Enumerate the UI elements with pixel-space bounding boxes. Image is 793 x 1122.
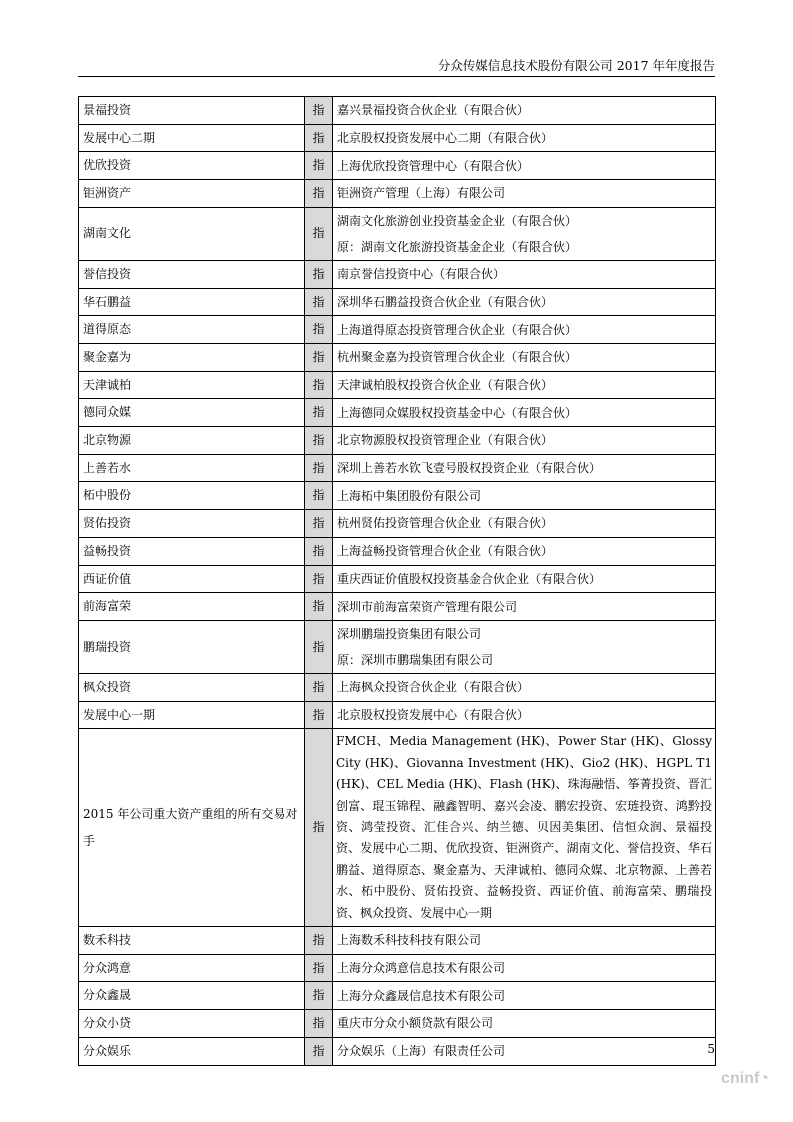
term-cell: 聚金嘉为 <box>79 343 305 371</box>
definition-line: 上海道得原态投资管理合伙企业（有限合伙） <box>337 322 578 337</box>
separator-cell: 指 <box>305 260 333 288</box>
definition-line: 上海分众鑫晟信息技术有限公司 <box>337 988 506 1003</box>
table-row <box>79 152 716 180</box>
definition-line: 上海优欣投资管理中心（有限合伙） <box>337 158 530 173</box>
definition-line: 上海德同众媒股权投资基金中心（有限合伙） <box>337 405 578 420</box>
definition-cell <box>333 316 716 344</box>
separator-cell: 指 <box>305 927 333 955</box>
definition-cell <box>333 399 716 427</box>
table-row <box>79 180 716 208</box>
table-row <box>79 593 716 621</box>
definition-cell <box>333 927 716 955</box>
definition-line: 深圳鹏瑞投资集团有限公司 <box>337 626 482 641</box>
definition-cell <box>333 97 716 125</box>
separator-cell: 指 <box>305 537 333 565</box>
definition-line: 深圳上善若水钦飞壹号股权投资企业（有限合伙） <box>337 461 602 476</box>
separator-cell: 指 <box>305 97 333 125</box>
definition-line: 深圳市前海富荣资产管理有限公司 <box>337 599 518 614</box>
definitions-table <box>78 96 716 1066</box>
definition-line: 嘉兴景福投资合伙企业（有限合伙） <box>337 103 530 118</box>
definition-cell <box>333 371 716 399</box>
header-divider <box>78 76 715 77</box>
definition-cell <box>333 673 716 701</box>
definition-line: 杭州聚金嘉为投资管理合伙企业（有限合伙） <box>337 350 578 365</box>
term-cell: 益畅投资 <box>79 537 305 565</box>
table-row <box>79 288 716 316</box>
separator-cell: 指 <box>305 207 333 260</box>
separator-cell: 指 <box>305 954 333 982</box>
table-row <box>79 343 716 371</box>
definition-line: 钜洲资产管理（上海）有限公司 <box>337 186 506 201</box>
definition-line: 分众娱乐（上海）有限责任公司 <box>337 1044 506 1059</box>
term-cell: 道得原态 <box>79 316 305 344</box>
term-cell: 誉信投资 <box>79 260 305 288</box>
definition-cell <box>333 454 716 482</box>
definition-line: 原：深圳市鹏瑞集团有限公司 <box>337 652 494 667</box>
separator-cell: 指 <box>305 288 333 316</box>
definition-cell <box>333 482 716 510</box>
table-row <box>79 97 716 125</box>
table-row <box>79 701 716 729</box>
term-cell: 2015 年公司重大资产重组的所有交易对手 <box>79 729 305 927</box>
term-cell: 德同众媒 <box>79 399 305 427</box>
definition-line: 南京誉信投资中心（有限合伙） <box>337 267 506 282</box>
separator-cell: 指 <box>305 1010 333 1038</box>
term-cell: 上善若水 <box>79 454 305 482</box>
definition-cell <box>333 288 716 316</box>
term-cell: 发展中心一期 <box>79 701 305 729</box>
definition-cell <box>333 565 716 593</box>
table-row <box>79 620 716 673</box>
definition-cell <box>333 1037 716 1065</box>
term-cell: 枫众投资 <box>79 673 305 701</box>
definition-cell <box>333 343 716 371</box>
table-row <box>79 982 716 1010</box>
separator-cell: 指 <box>305 593 333 621</box>
separator-cell: 指 <box>305 701 333 729</box>
separator-cell: 指 <box>305 729 333 927</box>
separator-cell: 指 <box>305 427 333 455</box>
definition-cell <box>333 729 716 927</box>
table-row <box>79 316 716 344</box>
definition-cell <box>333 152 716 180</box>
separator-cell: 指 <box>305 316 333 344</box>
term-cell: 西证价值 <box>79 565 305 593</box>
separator-cell: 指 <box>305 982 333 1010</box>
definition-line: 原：湖南文化旅游投资基金企业（有限合伙） <box>337 239 578 254</box>
cninfo-watermark-logo: cninf◔ <box>721 1070 769 1087</box>
term-cell: 分众小贷 <box>79 1010 305 1038</box>
definition-line: 上海分众鸿意信息技术有限公司 <box>337 961 506 976</box>
separator-cell: 指 <box>305 124 333 152</box>
separator-cell: 指 <box>305 343 333 371</box>
term-cell: 湖南文化 <box>79 207 305 260</box>
definition-cell <box>333 207 716 260</box>
term-cell: 发展中心二期 <box>79 124 305 152</box>
definition-line: FMCH、Media Management (HK)、Power Star (HK)、Glossy City (HK)、Giovanna Investment (HK)、Gio2 (HK)、HGPL T1 (HK)、CEL Media (HK)、Flash (HK)、珠海融悟、筝菁投资、晋汇创富、琨玉锦程、融鑫智明、嘉兴会凌、鹏宏投资、宏琏投资、鸿黔投资、鸿莹投资、汇佳合兴、纳兰德、贝因美集团、信恒众润、景福投资、发展中心二期、优欣投资、钜洲资产、湖南文化、誉信投资、华石鹏益、道得原态、聚金嘉为、天津诚柏、德同众媒、北京物源、上善若水、柘中股份、贤佑投资、益畅投资、西证价值、前海富荣、鹏瑞投资、枫众投资、发展中心一期 <box>336 734 712 920</box>
definition-line: 重庆市分众小额贷款有限公司 <box>337 1016 494 1031</box>
separator-cell: 指 <box>305 482 333 510</box>
definition-line: 北京物源股权投资管理企业（有限合伙） <box>337 433 554 448</box>
table-row <box>79 124 716 152</box>
separator-cell: 指 <box>305 152 333 180</box>
table-row <box>79 454 716 482</box>
term-cell: 前海富荣 <box>79 593 305 621</box>
definition-line: 湖南文化旅游创业投资基金企业（有限合伙） <box>337 213 578 228</box>
definition-line: 深圳华石鹏益投资合伙企业（有限合伙） <box>337 294 554 309</box>
definition-line: 上海益畅投资管理合伙企业（有限合伙） <box>337 544 554 559</box>
definition-line: 上海数禾科技科技有限公司 <box>337 933 482 948</box>
definition-cell <box>333 260 716 288</box>
table-row <box>79 371 716 399</box>
table-row <box>79 1037 716 1065</box>
table-row <box>79 1010 716 1038</box>
term-cell: 钜洲资产 <box>79 180 305 208</box>
table-row <box>79 673 716 701</box>
definition-cell <box>333 124 716 152</box>
separator-cell: 指 <box>305 1037 333 1065</box>
definition-cell <box>333 180 716 208</box>
definition-line: 北京股权投资发展中心二期（有限合伙） <box>337 131 554 146</box>
term-cell: 北京物源 <box>79 427 305 455</box>
term-cell: 优欣投资 <box>79 152 305 180</box>
separator-cell: 指 <box>305 565 333 593</box>
term-cell: 分众鑫晟 <box>79 982 305 1010</box>
definition-cell <box>333 620 716 673</box>
page-number: 5 <box>707 1042 715 1056</box>
separator-cell: 指 <box>305 180 333 208</box>
definition-line: 重庆西证价值股权投资基金合伙企业（有限合伙） <box>337 571 602 586</box>
term-cell: 景福投资 <box>79 97 305 125</box>
table-row <box>79 427 716 455</box>
separator-cell: 指 <box>305 371 333 399</box>
definition-line: 北京股权投资发展中心（有限合伙） <box>337 708 530 722</box>
term-cell: 华石鹏益 <box>79 288 305 316</box>
definition-cell <box>333 593 716 621</box>
definition-cell <box>333 982 716 1010</box>
table-row <box>79 482 716 510</box>
definition-cell <box>333 537 716 565</box>
separator-cell: 指 <box>305 454 333 482</box>
separator-cell: 指 <box>305 399 333 427</box>
term-cell: 柘中股份 <box>79 482 305 510</box>
separator-cell: 指 <box>305 620 333 673</box>
definition-line: 天津诚柏股权投资合伙企业（有限合伙） <box>337 377 554 392</box>
separator-cell: 指 <box>305 673 333 701</box>
term-cell: 分众鸿意 <box>79 954 305 982</box>
definition-line: 上海枫众投资合伙企业（有限合伙） <box>337 680 530 695</box>
term-cell: 鹏瑞投资 <box>79 620 305 673</box>
definition-cell <box>333 1010 716 1038</box>
separator-cell: 指 <box>305 510 333 538</box>
table-row <box>79 207 716 260</box>
table-row <box>79 565 716 593</box>
definition-cell <box>333 701 716 729</box>
table-row <box>79 729 716 927</box>
definition-line: 杭州贤佑投资管理合伙企业（有限合伙） <box>337 516 554 531</box>
term-cell: 分众娱乐 <box>79 1037 305 1065</box>
table-row <box>79 954 716 982</box>
definition-cell <box>333 510 716 538</box>
table-row <box>79 399 716 427</box>
report-header: 分众传媒信息技术股份有限公司 2017 年年度报告 <box>437 58 715 73</box>
term-cell: 天津诚柏 <box>79 371 305 399</box>
table-row <box>79 927 716 955</box>
term-cell: 数禾科技 <box>79 927 305 955</box>
term-cell: 贤佑投资 <box>79 510 305 538</box>
definition-line: 上海柘中集团股份有限公司 <box>337 488 482 503</box>
table-row <box>79 260 716 288</box>
table-row <box>79 510 716 538</box>
definition-cell <box>333 427 716 455</box>
definition-cell <box>333 954 716 982</box>
table-row <box>79 537 716 565</box>
